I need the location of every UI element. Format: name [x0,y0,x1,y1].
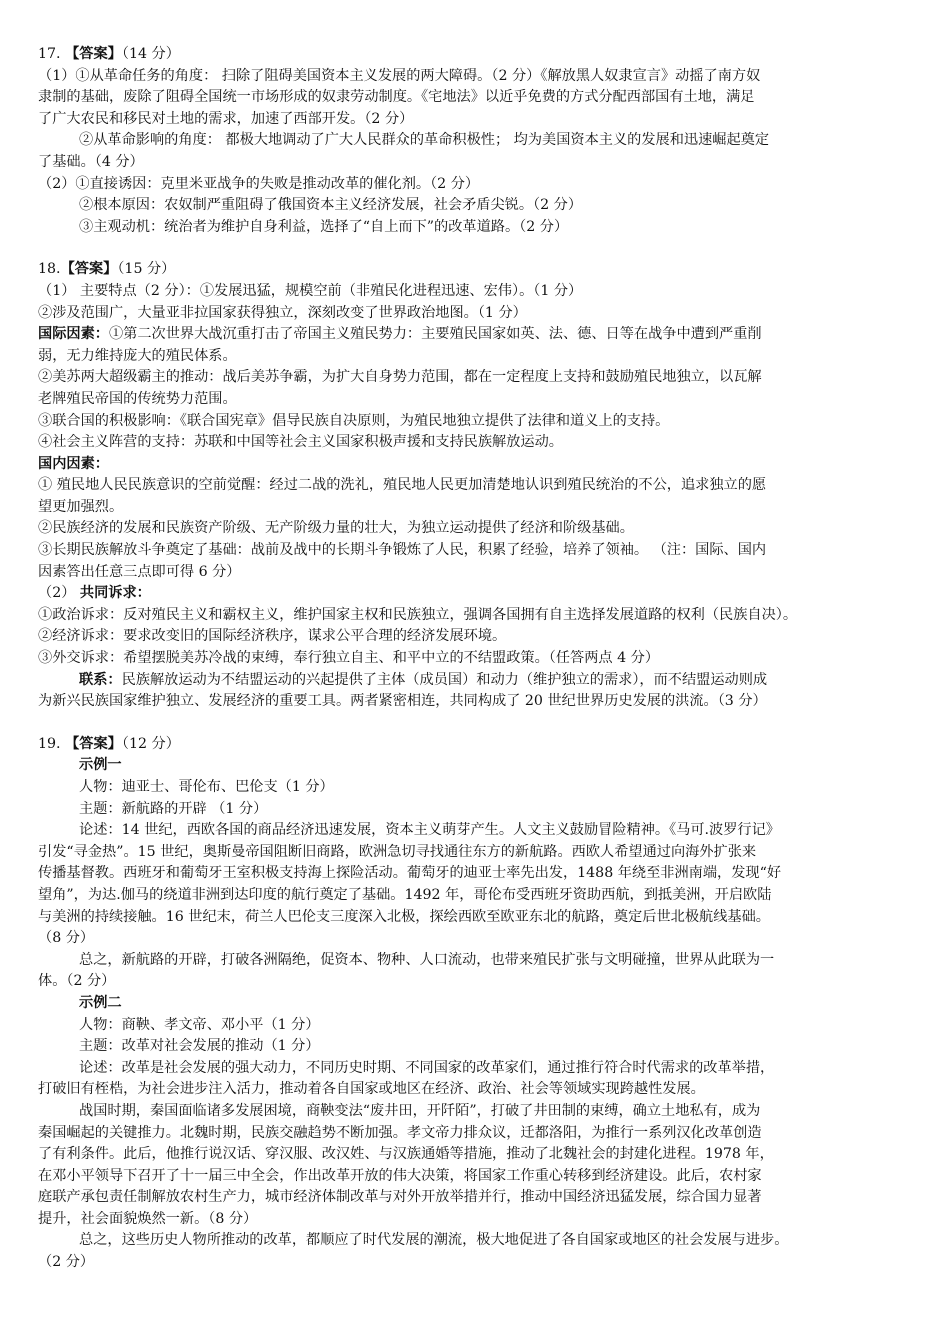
q18-answer-tag: 【答案】 [60,261,118,278]
q17-line: 了基础。（4 分） [38,153,144,170]
q18-intl-line: ③联合国的积极影响：《联合国宪章》倡导民族自决原则，为殖民地独立提供了法律和道义上的支持。 [38,412,670,429]
q18-intl-line: ②美苏两大超级霸主的推动：战后美苏争霸，为扩大自身势力范围，都在一定程度上支持和鼓励殖民地独立，以瓦解 [38,369,762,386]
q19-example2-summary: 总之，这些历史人物所推动的改革，都顺应了时代发展的潮流，极大地促进了各自国家或地区的社会发展与进步。 [79,1232,789,1249]
q19-example2-body: 秦国崛起的关键推力。北魏时期，民族交融趋势不断加强。孝文帝力排众议，迁都洛阳，为推行一系列汉化改革创造 [38,1124,762,1141]
q19-example2-theme: 主题：改革对社会发展的推动（1 分） [79,1038,320,1055]
q18-intl-line: 国际因素：①第二次世界大战沉重打击了帝国主义殖民势力：主要殖民国家如英、法、德、日等在战争中遭到严重削 [38,326,762,343]
q18-domestic-line: ②民族经济的发展和民族资产阶级、无产阶级力量的壮大，为独立运动提供了经济和阶级基础。 [38,520,634,537]
q17-line: ②根本原因：农奴制严重阻碍了俄国资本主义经济发展，社会矛盾尖锐。（2 分） [79,197,583,214]
q19-example1-body: 论述：14 世纪，西欧各国的商品经济迅速发展，资本主义萌芽产生。人文主义鼓励冒险精神。《马可.波罗行记》 [79,822,780,839]
q18-number: 18. [38,261,61,278]
q17-number: 17. [38,46,61,62]
q19-example1-body: 引发“寻金热”。15 世纪，奥斯曼帝国阻断旧商路，欧洲急切寻找通往东方的新航路。西欧人希望通过向海外扩张来 [38,843,757,860]
q17-score: （14 分） [121,46,180,62]
q19-example1-summary: 体。（2 分） [38,973,116,990]
q18-domestic-label: 国内因素： [38,455,109,472]
q19-example2-body: 打破旧有桎梏，为社会进步注入活力，推动着各自国家或地区在经济、政治、社会等领域实现跨越性发展。 [38,1081,705,1098]
q18-part2-line: ②经济诉求：要求改变旧的国际经济秩序，谋求公平合理的经济发展环境。 [38,628,507,645]
q17-heading [38,44,914,66]
q17-line: 隶制的基础，废除了阻碍全国统一市场形成的奴隶劳动制度。《宅地法》以近乎免费的方式分配西部国有土地，满足 [38,89,755,106]
q18-domestic-line: ③长期民族解放斗争奠定了基础：战前及战中的长期斗争锻炼了人民，积累了经验，培养了领袖。 （注：国际、国内 [38,542,767,559]
q17-line: 了广大农民和移民对土地的需求，加速了西部开发。（2 分） [38,110,414,127]
q19-example2-title: 示例二 [79,994,122,1011]
q19-example2-person: 人物：商鞅、孝文帝、邓小平（1 分） [79,1016,320,1033]
q18-score: （15 分） [117,261,176,278]
q17-line: ②从革命影响的角度： 都极大地调动了广大人民群众的革命积极性； 均为美国资本主义的发展和迅速崛起奠定 [79,132,770,149]
q19-example1-body: （8 分） [38,930,95,947]
q18-link-label: 联系： [79,671,122,688]
q18-part2-line: ③外交诉求：希望摆脱美苏冷战的束缚，奉行独立自主、和平中立的不结盟政策。（任答两点 4 分） [38,650,660,667]
q18-part2-heading: （2） 共同诉求： [38,585,151,602]
q19-example2-body: 了有利条件。此后，他推行说汉话、穿汉服、改汉姓、与汉族通婚等措施，推动了北魏社会的封建化进程。1978 年， [38,1146,774,1163]
q19-example2-body: 提升，社会面貌焕然一新。（8 分） [38,1210,258,1227]
q18-domestic-line: ① 殖民地人民民族意识的空前觉醒：经过二战的洗礼，殖民地人民更加清楚地认识到殖民统治的不公，追求独立的愿 [38,477,767,494]
q17-line: （2）①直接诱因：克里米亚战争的失败是推动改革的催化剂。（2 分） [38,175,480,192]
q19-example1-summary: 总之，新航路的开辟，打破各洲隔绝，促资本、物种、人口流动，也带来殖民扩张与文明碰撞，世界从此联为一 [79,951,775,968]
q19-example1-theme: 主题：新航路的开辟 （1 分） [79,800,268,817]
q19-example2-body: 论述：改革是社会发展的强大动力，不同历史时期、不同国家的改革家们，通过推行符合时代需求的改革举措， [79,1059,775,1076]
q18-part1-line: （1） 主要特点（2 分）：①发展迅猛，规模空前（非殖民化进程迅速、宏伟）。（1 分） [38,282,583,299]
q17-line: ③主观动机：统治者为维护自身利益，选择了“自上而下”的改革道路。（2 分） [79,218,569,235]
q19-example1-title: 示例一 [79,757,122,774]
q17-answer-tag: 【答案】 [65,46,122,62]
q18-part1-line: ②涉及范围广，大量亚非拉国家获得独立，深刻改变了世界政治地图。（1 分） [38,304,527,321]
q18-intl-label: 国际因素： [38,326,109,343]
q18-domestic-line: 因素答出任意三点即可得 6 分） [38,563,241,580]
q18-intl-line: ④社会主义阵营的支持：苏联和中国等社会主义国家积极声援和支持民族解放运动。 [38,434,563,451]
q18-domestic-line: 望更加强烈。 [38,498,124,515]
q18-link-line: 联系：民族解放运动为不结盟运动的兴起提供了主体（成员国）和动力（维护独立的需求），而不结盟运动则成 [79,671,768,688]
q18-part2-label: 共同诉求： [79,585,151,602]
q18-intl-line: 弱，无力维持庞大的殖民体系。 [38,347,237,364]
q19-heading [38,734,914,756]
q19-example2-body: 庭联产承包责任制解放农村生产力，城市经济体制改革与对外开放举措并行，推动中国经济迅猛发展，综合国力显著 [38,1189,762,1206]
q19-number: 19. [38,735,61,752]
q19-answer-tag: 【答案】 [65,735,122,752]
q19-example2-body: 战国时期，秦国面临诸多发展困境，商鞅变法“废井田，开阡陌”，打破了井田制的束缚，确立土地私有，成为 [79,1102,761,1119]
q19-score: （12 分） [121,735,180,752]
q19-example2-body: 在邓小平领导下召开了十一届三中全会，作出改革开放的伟大决策，将国家工作重心转移到经济建设。此后，农村家 [38,1167,762,1184]
q18-intl-line: 老牌殖民帝国的传统势力范围。 [38,390,237,407]
q19-example1-person: 人物：迪亚士、哥伦布、巴伦支（1 分） [79,779,334,795]
q17-line: （1）①从革命任务的角度： 扫除了阻碍美国资本主义发展的两大障碍。（2 分）《解放黑人奴隶宣言》动摇了南方奴 [38,67,761,84]
q19-example1-body: 与美洲的持续接触。16 世纪末，荷兰人巴伦支三度深入北极，探绘西欧至欧亚东北的航路，奠定后世北极航线基础。 [38,908,770,925]
q18-link-line: 为新兴民族国家维护独立、发展经济的重要工具。两者紧密相连，共同构成了 20 世纪世界历史发展的洪流。（3 分） [38,693,767,710]
q18-heading [38,259,914,281]
q19-example1-body: 望角”，为达.伽马的绕道非洲到达印度的航行奠定了基础。1492 年，哥伦布受西班牙资助西航，到抵美洲，开启欧陆 [38,886,772,903]
q18-part2-line: ①政治诉求：反对殖民主义和霸权主义，维护国家主权和民族独立，强调各国拥有自主选择发展道路的权利（民族自决）。 [38,606,798,623]
q19-example1-body: 传播基督教。西班牙和葡萄牙王室积极支持海上探险活动。葡萄牙的迪亚士率先出发，1488 年绕至非洲南端，发现“好 [38,865,782,882]
q19-example2-summary: （2 分） [38,1254,95,1271]
